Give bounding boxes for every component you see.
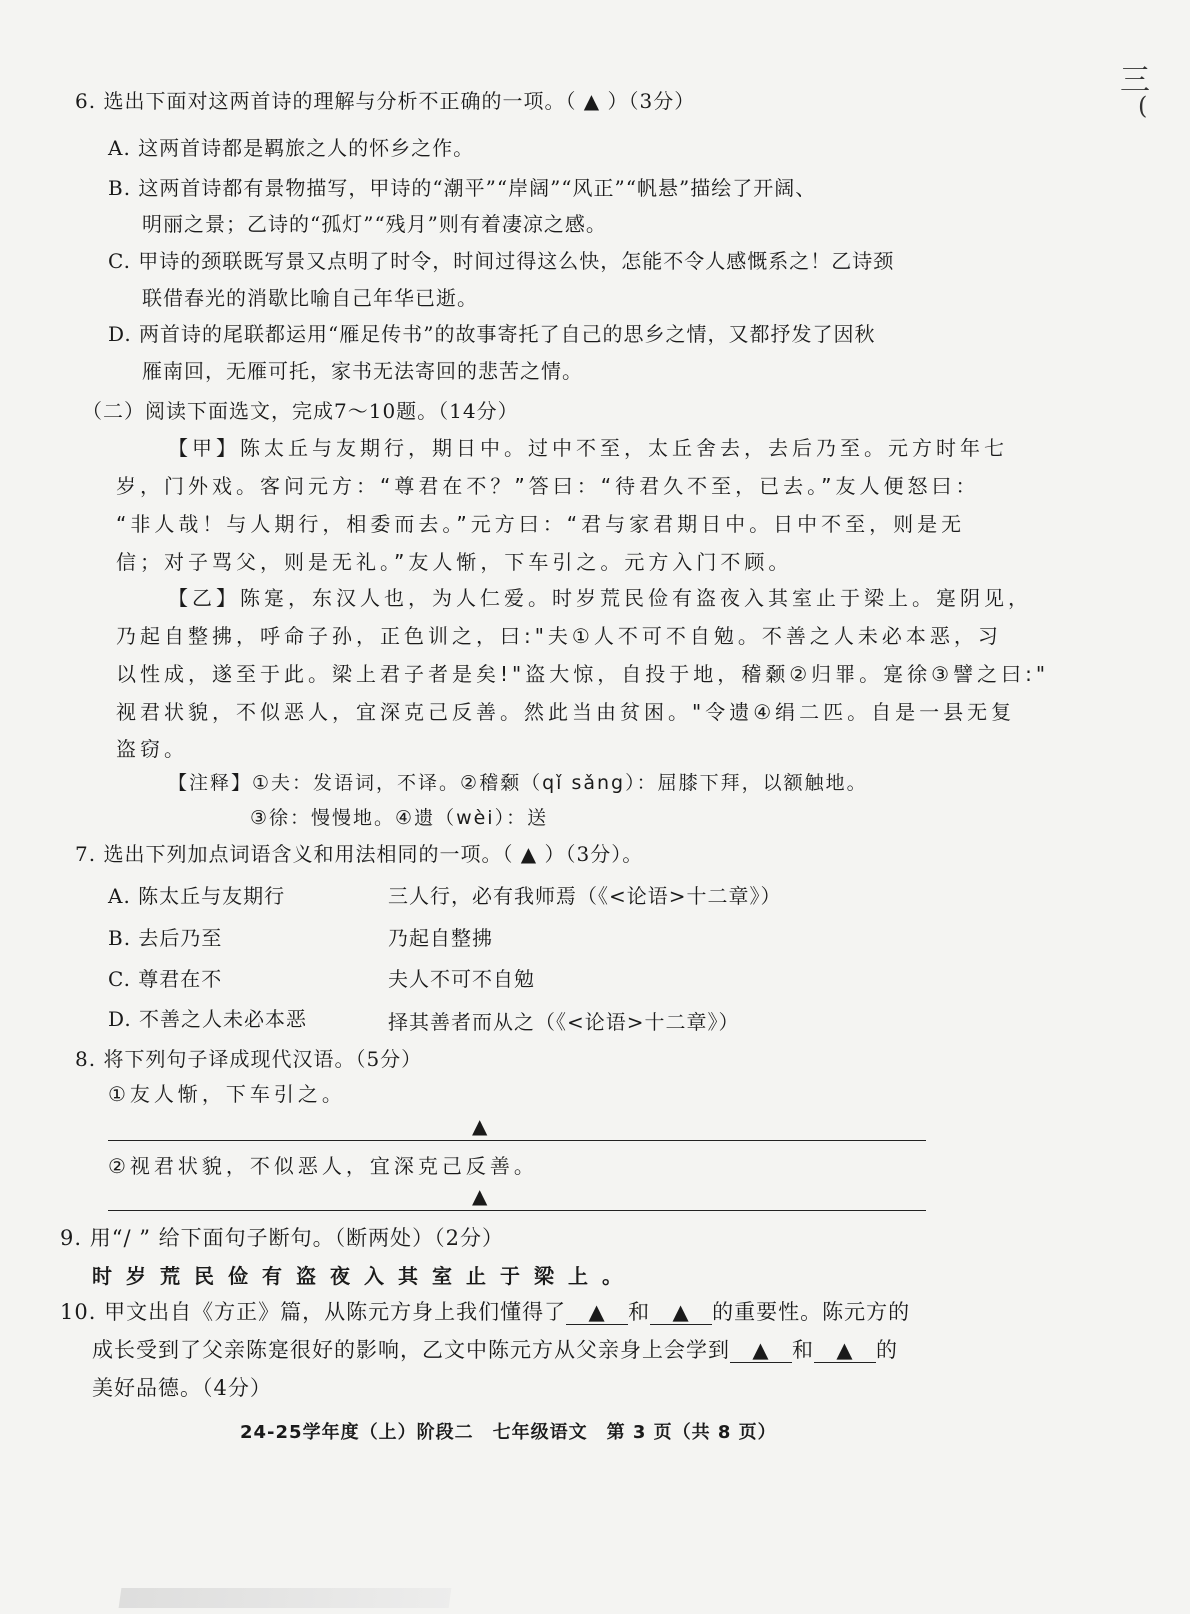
q8-answer-line-2[interactable] — [108, 1210, 926, 1211]
passage-jia-line1: 【甲】陈太丘与友期行，期日中。过中不至，太丘舍去，去后乃至。元方时年七 — [168, 436, 1008, 460]
passage-jia-line3: “非人哉！与人期行，相委而去。”元方曰：“君与家君期日中。日中不至，则是无 — [116, 512, 966, 536]
q10-text-2b: 和 — [792, 1338, 814, 1362]
q6-option-d-line1: D. 两首诗的尾联都运用“雁足传书”的故事寄托了自己的思乡之情，又都抒发了因秋 — [108, 322, 876, 346]
q9-sentence[interactable]: 时岁荒民俭有盗夜入其室止于梁上。 — [92, 1264, 636, 1288]
q10-blank-1[interactable]: ▲ — [566, 1300, 628, 1325]
q6-option-a: A. 这两首诗都是羁旅之人的怀乡之作。 — [108, 136, 475, 160]
page-edge-paren: ( — [1138, 92, 1148, 120]
q10-text-2c: 的 — [876, 1338, 898, 1362]
q7-row-b-left: B. 去后乃至 — [108, 926, 223, 950]
q6-option-c-line2: 联借春光的消歇比喻自己年华已逝。 — [142, 286, 478, 310]
annotation-line1: 【注释】①夫：发语词，不译。②稽颡（qǐ sǎng）：屈膝下拜，以额触地。 — [168, 772, 868, 794]
q8-stem: 8. 将下列句子译成现代汉语。（5分） — [75, 1047, 423, 1071]
passage-jia-line4: 信；对子骂父，则是无礼。”友人惭，下车引之。元方入门不顾。 — [116, 550, 793, 574]
q8-sentence-2: ②视君状貌，不似恶人，宜深克己反善。 — [108, 1154, 538, 1178]
q6-option-d-line2: 雁南回，无雁可托，家书无法寄回的悲苦之情。 — [142, 359, 583, 383]
q6-option-c-line1: C. 甲诗的颈联既写景又点明了时令，时间过得这么快，怎能不令人感慨系之！乙诗颈 — [108, 249, 895, 273]
page-edge-char: 三 — [1120, 63, 1150, 98]
q10-blank-4[interactable]: ▲ — [814, 1338, 876, 1363]
q7-row-a-left: A. 陈太丘与友期行 — [108, 884, 286, 908]
passage-jia-line2: 岁，门外戏。客问元方：“尊君在不？”答曰：“待君久不至，已去。”友人便怒曰： — [116, 474, 980, 498]
q8-answer-mark-2: ▲ — [472, 1184, 488, 1208]
scan-shadow — [119, 1588, 452, 1608]
section2-heading: （二）阅读下面选文，完成7～10题。（14分） — [82, 399, 519, 423]
q10-line2 — [92, 1334, 898, 1364]
passage-yi-line3: 以性成，遂至于此。梁上君子者是矣!"盗大惊，自投于地，稽颡②归罪。寔徐③譬之曰:" — [116, 662, 1050, 686]
q9-stem: 9. 用“/ ” 给下面句子断句。（断两处）（2分） — [60, 1226, 504, 1250]
passage-yi-line2: 乃起自整拂，呼命子孙，正色训之，曰:"夫①人不可不自勉。不善之人未必本恶，习 — [116, 624, 1002, 648]
q10-text-1a: 10. 甲文出自《方正》篇，从陈元方身上我们懂得了 — [60, 1300, 567, 1324]
q8-sentence-1: ①友人惭，下车引之。 — [108, 1082, 346, 1106]
q7-row-c-left: C. 尊君在不 — [108, 967, 223, 991]
q10-blank-2[interactable]: ▲ — [650, 1300, 712, 1325]
q7-row-d-right: 择其善者而从之（《<论语>十二章》） — [388, 1010, 740, 1034]
q6-stem: 6. 选出下面对这两首诗的理解与分析不正确的一项。（ ▲ ）（3分） — [75, 89, 696, 113]
q6-option-b-line2: 明丽之景；乙诗的“孤灯”“残月”则有着凄凉之感。 — [142, 212, 607, 236]
q10-line1 — [60, 1296, 910, 1326]
q10-blank-3[interactable]: ▲ — [730, 1338, 792, 1363]
q7-row-d-left: D. 不善之人未必本恶 — [108, 1007, 308, 1031]
passage-yi-line5: 盗窃。 — [116, 737, 188, 761]
annotation-line2: ③徐：慢慢地。④遗（wèi）：送 — [250, 807, 549, 829]
q10-text-2a: 成长受到了父亲陈寔很好的影响，乙文中陈元方从父亲身上会学到 — [92, 1338, 730, 1362]
q10-line3: 美好品德。（4分） — [92, 1376, 272, 1400]
page-footer: 24-25学年度（上）阶段二 七年级语文 第 3 页（共 8 页） — [240, 1422, 777, 1443]
q7-row-a-right: 三人行，必有我师焉（《<论语>十二章》） — [388, 884, 782, 908]
q7-row-c-right: 夫人不可不自勉 — [388, 967, 535, 991]
q8-answer-mark-1: ▲ — [472, 1114, 488, 1138]
q6-option-b-line1: B. 这两首诗都有景物描写，甲诗的“潮平”“岸阔”“风正”“帆悬”描绘了开阔、 — [108, 176, 817, 200]
q10-text-1c: 的重要性。陈元方的 — [712, 1300, 911, 1324]
q8-answer-line-1[interactable] — [108, 1140, 926, 1141]
passage-yi-line1: 【乙】陈寔，东汉人也，为人仁爱。时岁荒民俭有盗夜入其室止于梁上。寔阴见， — [168, 586, 1032, 610]
q10-text-1b: 和 — [628, 1300, 651, 1324]
passage-yi-line4: 视君状貌，不似恶人，宜深克己反善。然此当由贫困。"令遗④绢二匹。自是一县无复 — [116, 700, 1016, 724]
q7-row-b-right: 乃起自整拂 — [388, 926, 493, 950]
q7-stem: 7. 选出下列加点词语含义和用法相同的一项。（ ▲ ）（3分）。 — [75, 842, 644, 866]
